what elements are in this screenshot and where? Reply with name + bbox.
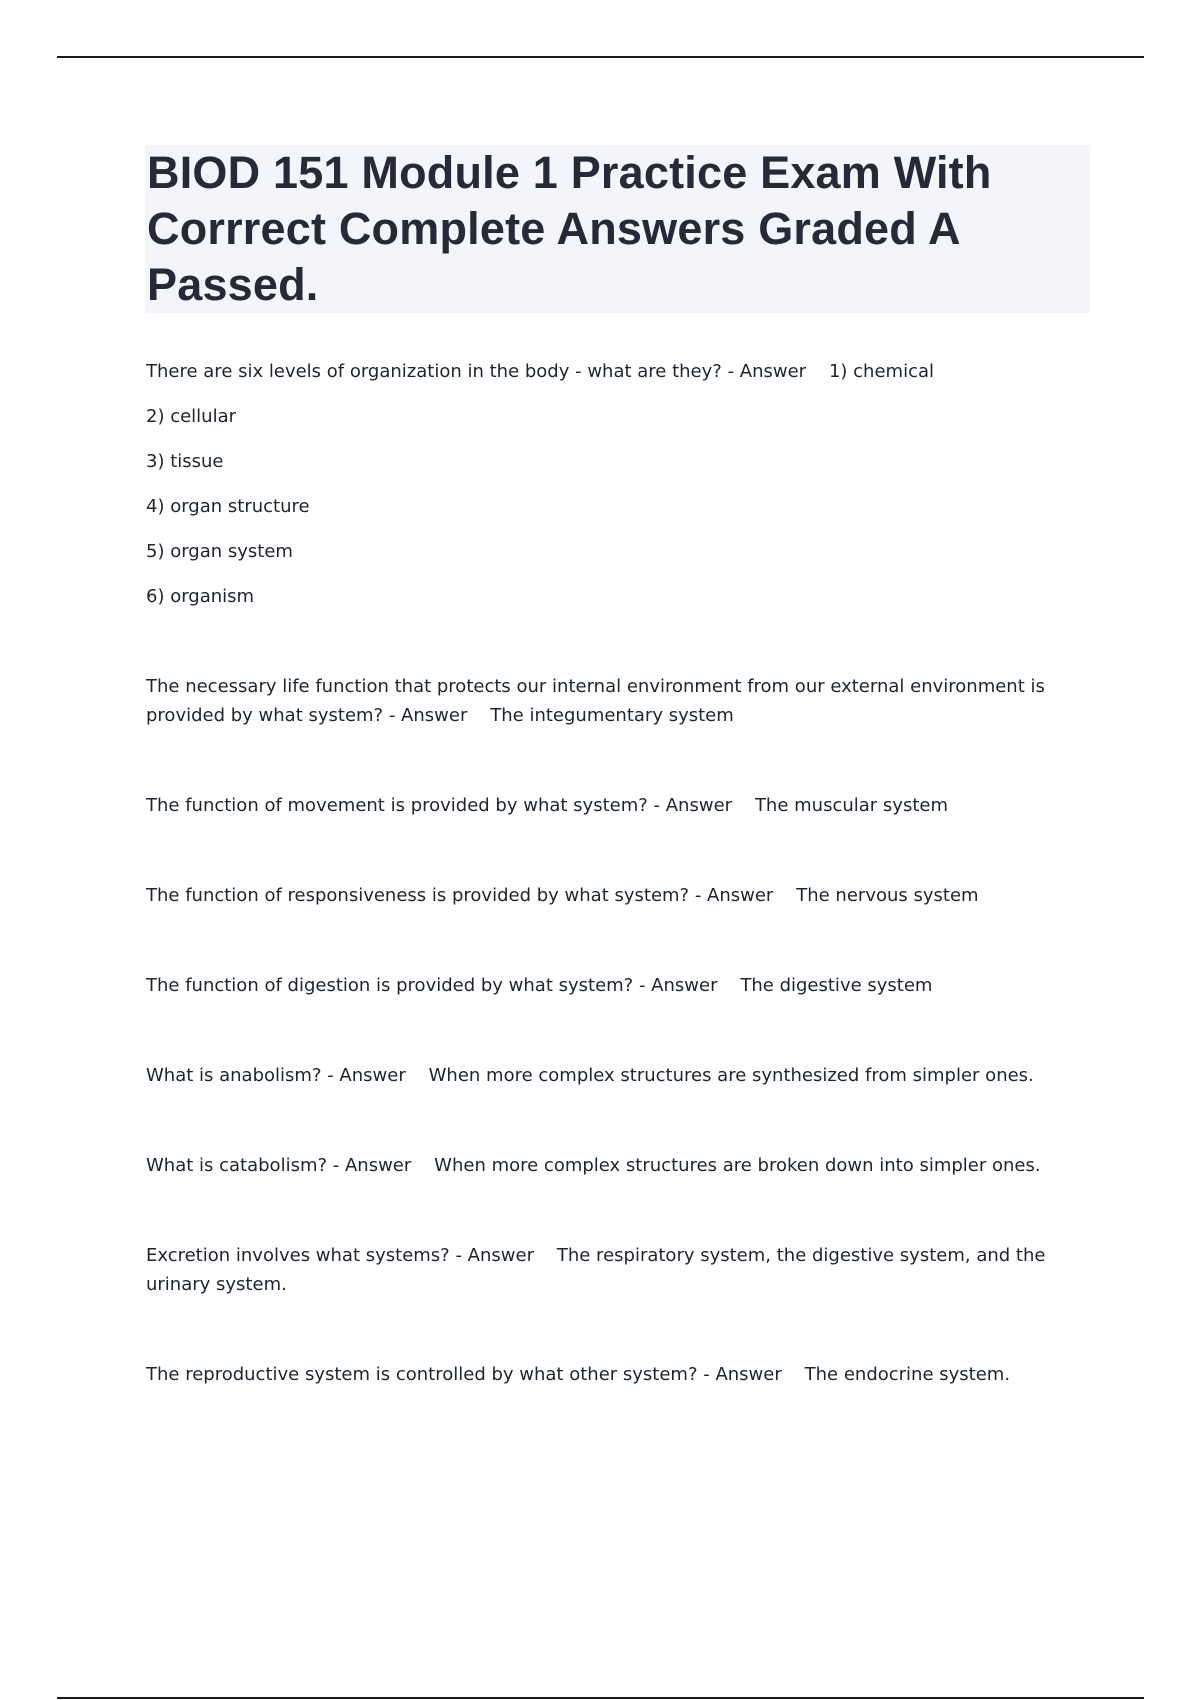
answer-text: The digestive system <box>740 975 933 996</box>
list-item: 4) organ structure <box>146 496 310 517</box>
qa-item <box>146 1061 1076 1090</box>
qa-content <box>146 357 1076 1389</box>
qa-item <box>146 1360 1076 1389</box>
answer-text: When more complex structures are synthesized from simpler ones. <box>428 1065 1034 1086</box>
list-item: 2) cellular <box>146 406 237 427</box>
qa-item <box>146 357 1076 386</box>
question-text: What is catabolism? - Answer <box>146 1155 412 1176</box>
question-text: What is anabolism? - Answer <box>146 1065 406 1086</box>
question-text: The function of digestion is provided by what system? - Answer <box>146 975 718 996</box>
qa-item <box>146 1151 1076 1180</box>
answer-text: The muscular system <box>754 795 948 816</box>
bottom-rule <box>57 1697 1144 1699</box>
question-text: The function of movement is provided by what system? - Answer <box>146 795 733 816</box>
qa-item <box>146 672 1076 730</box>
top-rule <box>57 56 1144 58</box>
question-text: There are six levels of organization in the body - what are they? - Answer <box>146 361 807 382</box>
qa-item <box>146 791 1076 820</box>
list-item: 5) organ system <box>146 541 293 562</box>
question-text: Excretion involves what systems? - Answer <box>146 1245 534 1266</box>
list-item: 3) tissue <box>146 451 224 472</box>
qa-item <box>146 971 1076 1000</box>
answer-text: The endocrine system. <box>804 1364 1011 1385</box>
answer-text: The respiratory system, the digestive system, and the urinary system. <box>146 1245 1046 1295</box>
answer-text: The nervous system <box>796 885 979 906</box>
question-text: The necessary life function that protects our internal environment from our external environment is provided by what system? - Answer <box>146 676 1045 726</box>
question-text: The function of responsiveness is provided by what system? - Answer <box>146 885 774 906</box>
answer-text: When more complex structures are broken down into simpler ones. <box>434 1155 1041 1176</box>
answer-text: 1) chemical <box>828 361 935 382</box>
page-title: BIOD 151 Module 1 Practice Exam With Corrrect Complete Answers Graded A Passed. <box>147 147 992 310</box>
answer-text: The integumentary system <box>490 705 734 726</box>
title-block <box>145 145 1090 313</box>
question-text: The reproductive system is controlled by what other system? - Answer <box>146 1364 782 1385</box>
qa-item <box>146 881 1076 910</box>
list-item: 6) organism <box>146 586 255 607</box>
qa-item <box>146 1241 1076 1299</box>
